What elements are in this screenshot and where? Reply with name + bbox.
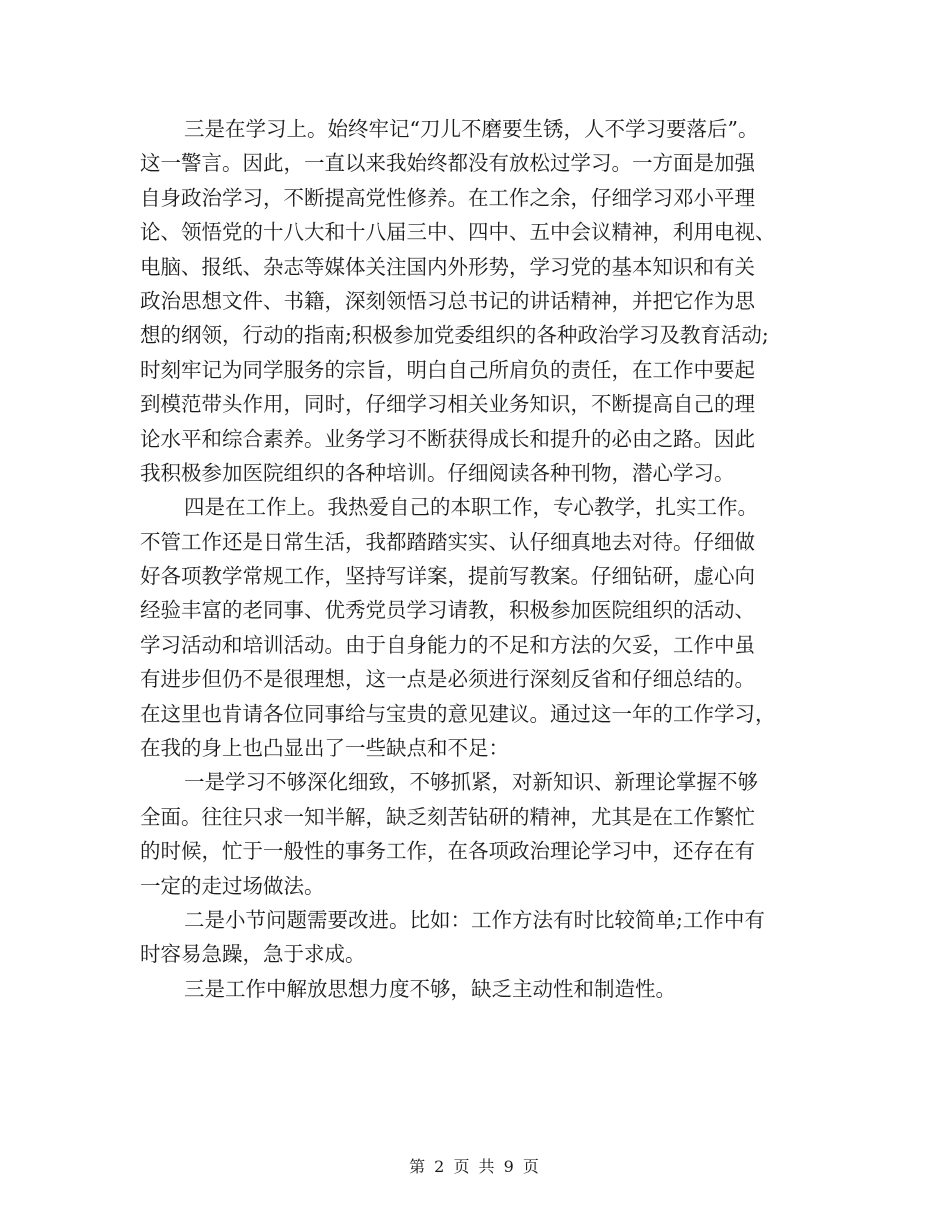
page-number: 第 2 页 共 9 页 [409, 1157, 541, 1176]
text-line: 在这里也肯请各位同事给与宝贵的意见建议。通过这一年的工作学习， [140, 701, 776, 726]
text-line: 论、领悟党的十八大和十八届三中、四中、五中会议精神，利用电视、 [140, 220, 776, 245]
text-line: 全面。往往只求一知半解，缺乏刻苦钻研的精神，尤其是在工作繁忙 [140, 804, 755, 829]
document-body [140, 112, 820, 1006]
text-line: 时容易急躁，急于求成。 [140, 942, 366, 967]
text-line: 一是学习不够深化细致，不够抓紧，对新知识、新理论掌握不够 [184, 770, 758, 795]
paragraph-shortcoming-3 [140, 972, 820, 1006]
text-line: 经验丰富的老同事、优秀党员学习请教，积极参加医院组织的活动、 [140, 598, 755, 623]
text-line: 一定的走过场做法。 [140, 873, 325, 898]
text-line: 学习活动和培训活动。由于自身能力的不足和方法的欠妥，工作中虽 [140, 632, 755, 657]
paragraph-study [140, 112, 820, 490]
text-line: 二是小节问题需要改进。比如：工作方法有时比较简单;工作中有 [184, 907, 765, 932]
text-line: 三是在学习上。始终牢记“刀儿不磨要生锈，人不学习要落后”。 [184, 117, 759, 141]
text-line: 这一警言。因此，一直以来我始终都没有放松过学习。一方面是加强 [140, 151, 755, 176]
text-line: 电脑、报纸、杂志等媒体关注国内外形势，学习党的基本知识和有关 [140, 254, 755, 279]
text-line: 不管工作还是日常生活，我都踏踏实实、认仔细真地去对待。仔细做 [140, 529, 755, 554]
text-line: 自身政治学习，不断提高党性修养。在工作之余，仔细学习邓小平理 [140, 185, 755, 210]
text-line: 好各项教学常规工作，坚持写详案，提前写教案。仔细钻研，虚心向 [140, 564, 755, 589]
text-line: 时刻牢记为同学服务的宗旨，明白自己所肩负的责任，在工作中要起 [140, 357, 755, 382]
text-line: 三是工作中解放思想力度不够，缺乏主动性和制造性。 [184, 976, 676, 1001]
paragraph-shortcoming-1 [140, 765, 820, 903]
text-line: 的时候，忙于一般性的事务工作，在各项政治理论学习中，还存在有 [140, 839, 755, 864]
text-line: 有进步但仍不是很理想，这一点是必须进行深刻反省和仔细总结的。 [140, 667, 755, 692]
text-line: 在我的身上也凸显出了一些缺点和不足： [140, 736, 509, 761]
text-line: 四是在工作上。我热爱自己的本职工作，专心教学，扎实工作。 [184, 495, 758, 520]
paragraph-shortcoming-2 [140, 903, 820, 972]
text-line: 论水平和综合素养。业务学习不断获得成长和提升的必由之路。因此 [140, 426, 755, 451]
text-line: 我积极参加医院组织的各种培训。仔细阅读各种刊物，潜心学习。 [140, 460, 735, 485]
paragraph-work [140, 490, 820, 765]
text-line: 到模范带头作用，同时，仔细学习相关业务知识，不断提高自己的理 [140, 392, 755, 417]
text-line: 政治思想文件、书籍，深刻领悟习总书记的讲话精神，并把它作为思 [140, 288, 755, 313]
text-line: 想的纲领，行动的指南;积极参加党委组织的各种政治学习及教育活动; [140, 323, 769, 348]
